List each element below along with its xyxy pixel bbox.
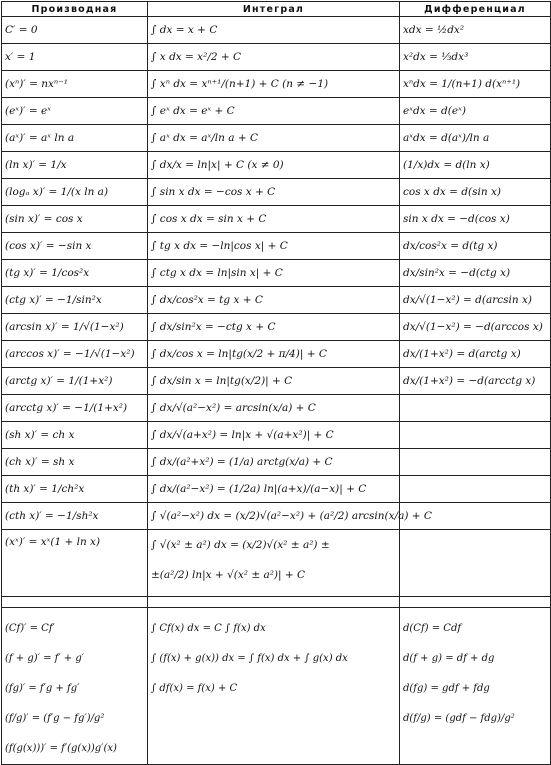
header-row bbox=[2, 2, 551, 17]
table-row bbox=[2, 530, 551, 597]
differential-cell bbox=[400, 476, 551, 503]
property-line: (Cf)′ = Cf′ bbox=[5, 623, 55, 634]
derivative-cell: (ln x)′ = 1/x bbox=[2, 152, 148, 179]
derivative-cell: (logₐ x)′ = 1/(x ln a) bbox=[2, 179, 148, 206]
integral-cell: ∫ dx/cos x = ln|tg(x/2 + π/4)| + C bbox=[148, 341, 400, 368]
differential-cell: eˣdx = d(eˣ) bbox=[400, 98, 551, 125]
property-line: ∫ df(x) = f(x) + C bbox=[151, 683, 238, 694]
differential-cell: dx/√(1−x²) = d(arcsin x) bbox=[400, 287, 551, 314]
integral-properties bbox=[148, 608, 400, 765]
table-row bbox=[2, 503, 551, 530]
derivative-cell: (th x)′ = 1/ch²x bbox=[2, 476, 148, 503]
differential-properties bbox=[400, 608, 551, 765]
derivative-cell: (cos x)′ = −sin x bbox=[2, 233, 148, 260]
integral-cell: ∫ dx/x = ln|x| + C (x ≠ 0) bbox=[148, 152, 400, 179]
table-row bbox=[2, 71, 551, 98]
derivative-cell: (cth x)′ = −1/sh²x bbox=[2, 503, 148, 530]
table-row bbox=[2, 287, 551, 314]
differential-cell: dx/sin²x = −d(ctg x) bbox=[400, 260, 551, 287]
differential-cell: cos x dx = d(sin x) bbox=[400, 179, 551, 206]
table-row bbox=[2, 341, 551, 368]
integral-cell: ∫ xⁿ dx = xⁿ⁺¹/(n+1) + C (n ≠ −1) bbox=[148, 71, 400, 98]
header-integral: Интеграл bbox=[148, 2, 400, 17]
differential-cell: dx/(1+x²) = d(arctg x) bbox=[400, 341, 551, 368]
differential-cell: dx/cos²x = d(tg x) bbox=[400, 233, 551, 260]
derivative-cell: (arccos x)′ = −1/√(1−x²) bbox=[2, 341, 148, 368]
property-line: d(fg) = gdf + fdg bbox=[403, 683, 490, 694]
property-line: d(f/g) = (gdf − fdg)/g² bbox=[403, 713, 515, 724]
differential-cell bbox=[400, 530, 551, 597]
table-row bbox=[2, 260, 551, 287]
header-differential: Дифференциал bbox=[400, 2, 551, 17]
property-line: d(Cf) = Cdf bbox=[403, 623, 462, 634]
integral-cell: ∫ dx = x + C bbox=[148, 17, 400, 44]
integral-cell: ∫ sin x dx = −cos x + C bbox=[148, 179, 400, 206]
table-row bbox=[2, 422, 551, 449]
derivative-cell: (arcsin x)′ = 1/√(1−x²) bbox=[2, 314, 148, 341]
derivative-cell: (ch x)′ = sh x bbox=[2, 449, 148, 476]
integral-cell: ∫ tg x dx = −ln|cos x| + C bbox=[148, 233, 400, 260]
integral-line: ±(a²/2) ln|x + √(x² ± a²)| + C bbox=[151, 569, 306, 581]
property-line: (f + g)′ = f′ + g′ bbox=[5, 653, 85, 664]
integral-cell: ∫ dx/sin²x = −ctg x + C bbox=[148, 314, 400, 341]
integral-cell: ∫ aˣ dx = aˣ/ln a + C bbox=[148, 125, 400, 152]
property-line: ∫ (f(x) + g(x)) dx = ∫ f(x) dx + ∫ g(x) dx bbox=[151, 653, 348, 664]
integral-cell: ∫ x dx = x²/2 + C bbox=[148, 44, 400, 71]
differential-cell: dx/(1+x²) = −d(arcctg x) bbox=[400, 368, 551, 395]
differential-cell: (1/x)dx = d(ln x) bbox=[400, 152, 551, 179]
derivative-cell: C′ = 0 bbox=[2, 17, 148, 44]
property-line: d(f + g) = df + dg bbox=[403, 653, 495, 664]
derivative-cell: x′ = 1 bbox=[2, 44, 148, 71]
property-line: (f/g)′ = (f′g − fg′)/g² bbox=[5, 713, 105, 724]
integral-cell: ∫ dx/sin x = ln|tg(x/2)| + C bbox=[148, 368, 400, 395]
derivative-cell: (sh x)′ = ch x bbox=[2, 422, 148, 449]
table-row bbox=[2, 368, 551, 395]
differential-cell: x²dx = ⅓dx³ bbox=[400, 44, 551, 71]
differential-cell bbox=[400, 422, 551, 449]
derivative-cell: (xˣ)′ = xˣ(1 + ln x) bbox=[2, 530, 148, 597]
differential-cell: xdx = ½dx² bbox=[400, 17, 551, 44]
derivative-cell: (sin x)′ = cos x bbox=[2, 206, 148, 233]
property-line: (f(g(x)))′ = f′(g(x))g′(x) bbox=[5, 743, 117, 754]
integral-cell: ∫ dx/(a²−x²) = (1/2a) ln|(a+x)/(a−x)| + C bbox=[148, 476, 400, 503]
integral-cell bbox=[148, 530, 400, 597]
table-row bbox=[2, 17, 551, 44]
derivative-cell: (arcctg x)′ = −1/(1+x²) bbox=[2, 395, 148, 422]
table-row bbox=[2, 179, 551, 206]
differential-cell: xⁿdx = 1/(n+1) d(xⁿ⁺¹) bbox=[400, 71, 551, 98]
header-derivative: Производная bbox=[2, 2, 148, 17]
table-row bbox=[2, 476, 551, 503]
table-row bbox=[2, 314, 551, 341]
formula-table bbox=[1, 1, 551, 765]
integral-cell: ∫ eˣ dx = eˣ + C bbox=[148, 98, 400, 125]
table-row bbox=[2, 98, 551, 125]
table-row bbox=[2, 233, 551, 260]
differential-cell bbox=[400, 449, 551, 476]
table-row bbox=[2, 44, 551, 71]
properties-row bbox=[2, 608, 551, 765]
integral-cell: ∫ √(a²−x²) dx = (x/2)√(a²−x²) + (a²/2) arcsin(x/a) + C bbox=[148, 503, 400, 530]
integral-cell: ∫ dx/√(a+x²) = ln|x + √(a+x²)| + C bbox=[148, 422, 400, 449]
derivative-properties bbox=[2, 608, 148, 765]
differential-cell: sin x dx = −d(cos x) bbox=[400, 206, 551, 233]
derivative-cell: (tg x)′ = 1/cos²x bbox=[2, 260, 148, 287]
property-line: ∫ Cf(x) dx = C ∫ f(x) dx bbox=[151, 623, 266, 634]
derivative-cell: (eˣ)′ = eˣ bbox=[2, 98, 148, 125]
derivative-cell: (arctg x)′ = 1/(1+x²) bbox=[2, 368, 148, 395]
table-row bbox=[2, 206, 551, 233]
derivative-cell: (ctg x)′ = −1/sin²x bbox=[2, 287, 148, 314]
integral-cell: ∫ cos x dx = sin x + C bbox=[148, 206, 400, 233]
table-row bbox=[2, 395, 551, 422]
integral-cell: ∫ dx/√(a²−x²) = arcsin(x/a) + C bbox=[148, 395, 400, 422]
spacer-row bbox=[2, 597, 551, 608]
integral-cell: ∫ dx/cos²x = tg x + C bbox=[148, 287, 400, 314]
table-row bbox=[2, 152, 551, 179]
differential-cell: dx/√(1−x²) = −d(arccos x) bbox=[400, 314, 551, 341]
differential-cell: aˣdx = d(aˣ)/ln a bbox=[400, 125, 551, 152]
integral-line: ∫ √(x² ± a²) dx = (x/2)√(x² ± a²) ± bbox=[151, 539, 330, 551]
table-row bbox=[2, 449, 551, 476]
property-line: (fg)′ = f′g + fg′ bbox=[5, 683, 80, 694]
table-row bbox=[2, 125, 551, 152]
derivative-cell: (xⁿ)′ = nxⁿ⁻¹ bbox=[2, 71, 148, 98]
differential-cell bbox=[400, 395, 551, 422]
integral-cell: ∫ dx/(a²+x²) = (1/a) arctg(x/a) + C bbox=[148, 449, 400, 476]
integral-cell: ∫ ctg x dx = ln|sin x| + C bbox=[148, 260, 400, 287]
derivative-cell: (aˣ)′ = aˣ ln a bbox=[2, 125, 148, 152]
